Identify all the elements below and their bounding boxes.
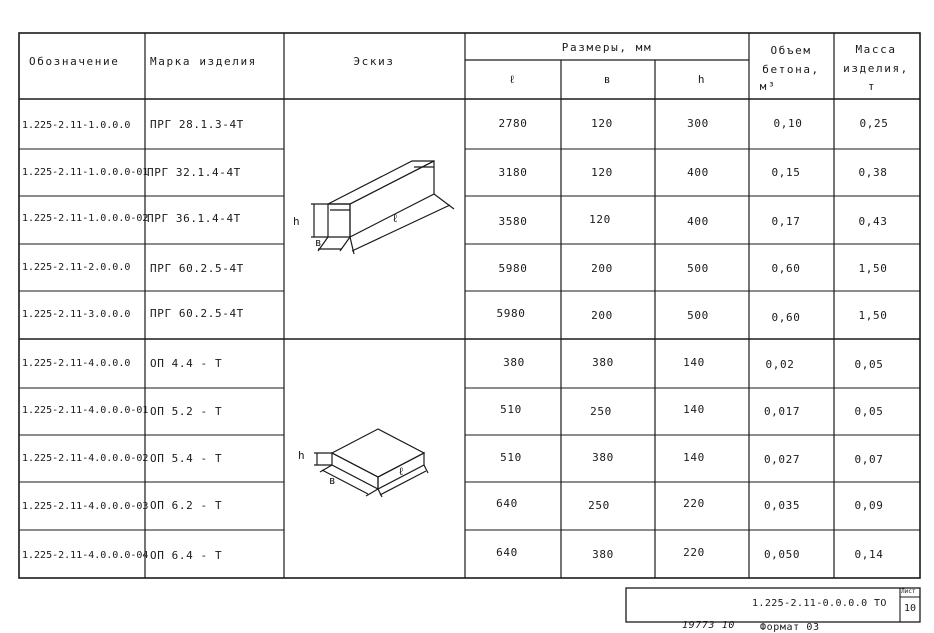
cell-mass: 1,50 [858,262,888,275]
cell-designation: 1.225-2.11-4.0.0.0 [22,358,131,369]
cell-h: 300 [687,117,709,130]
cell-h: 500 [687,309,709,322]
beam-sketch [284,99,465,339]
cell-brand: ПРГ 60.2.5-4Т [150,307,244,320]
header-volume-unit: м³ [759,80,777,93]
cell-designation: 1.225-2.11-3.0.0.0 [22,309,131,320]
cell-brand: ОП 4.4 - Т [150,357,223,370]
slab-b-label: в [329,474,337,487]
cell-b: 250 [588,499,610,512]
cell-b: 250 [590,405,612,418]
title-block-code: 1.225-2.11-0.0.0.0 ТО [752,598,887,609]
cell-h: 220 [683,546,705,559]
beam-l-label: ℓ [392,212,400,225]
cell-brand: ОП 6.4 - Т [150,549,223,562]
cell-b: 380 [592,356,614,369]
header-dimensions: Размеры, мм [561,41,653,54]
cell-mass: 0,14 [854,548,884,561]
cell-mass: 0,09 [854,499,884,512]
cell-designation: 1.225-2.11-4.0.0.0-02 [22,453,149,464]
cell-designation: 1.225-2.11-4.0.0.0-04 [22,550,149,561]
cell-volume: 0,17 [771,215,801,228]
slab-h-label: h [298,449,306,462]
cell-l: 510 [500,451,522,464]
cell-l: 510 [500,403,522,416]
cell-designation: 1.225-2.11-2.0.0.0 [22,262,131,273]
cell-l: 3580 [498,215,528,228]
cell-brand: ПРГ 36.1.4-4Т [147,212,241,225]
cell-l: 5980 [496,307,526,320]
header-volume-1: Объем [770,44,812,57]
header-dim-b: в [603,73,613,86]
cell-l: 640 [496,546,518,559]
cell-volume: 0,035 [763,499,801,512]
beam-b-label: в [315,236,323,249]
cell-volume: 0,027 [763,453,801,466]
header-volume-2: бетона, [762,63,820,76]
header-designation: Обозначение [29,55,120,68]
header-dim-h: h [697,73,707,86]
cell-h: 220 [683,497,705,510]
cell-volume: 0,02 [765,358,795,371]
title-block-sheet-number: 10 [904,603,917,614]
cell-h: 140 [683,403,705,416]
cell-b: 380 [592,451,614,464]
title-block-sheet-label: Лист [901,588,916,595]
slab-sketch [284,339,465,578]
cell-mass: 0,05 [854,405,884,418]
cell-brand: ПРГ 60.2.5-4Т [150,262,244,275]
cell-mass: 0,05 [854,358,884,371]
cell-h: 500 [687,262,709,275]
cell-b: 200 [591,262,613,275]
cell-designation: 1.225-2.11-1.0.0.0-02 [22,213,149,224]
cell-volume: 0,60 [771,311,801,324]
beam-h-label: h [293,215,301,228]
header-mass-unit: т [867,80,877,93]
cell-volume: 0,017 [763,405,801,418]
cell-designation: 1.225-2.11-4.0.0.0-01 [22,405,149,416]
cell-mass: 0,25 [859,117,889,130]
cell-designation: 1.225-2.11-1.0.0.0 [22,120,131,131]
cell-mass: 0,38 [858,166,888,179]
cell-l: 3180 [498,166,528,179]
cell-mass: 1,50 [858,309,888,322]
header-brand: Марка изделия [150,55,257,68]
cell-brand: ОП 5.2 - Т [150,405,223,418]
cell-h: 140 [683,451,705,464]
cell-b: 200 [591,309,613,322]
cell-h: 140 [683,356,705,369]
cell-b: 380 [592,548,614,561]
header-dim-l: ℓ [508,73,518,86]
cell-volume: 0,60 [771,262,801,275]
cell-l: 640 [496,497,518,510]
header-sketch: Эскиз [353,55,395,68]
cell-mass: 0,43 [858,215,888,228]
cell-l: 380 [503,356,525,369]
cell-designation: 1.225-2.11-4.0.0.0-03 [22,501,149,512]
cell-mass: 0,07 [854,453,884,466]
header-mass-2: изделия, [843,62,909,75]
slab-l-label: ℓ [398,465,406,478]
header-mass-1: Масса [855,43,897,56]
cell-brand: ОП 6.2 - Т [150,499,223,512]
cell-b: 120 [591,117,613,130]
cell-b: 120 [591,166,613,179]
footer-format: Формат 03 [760,622,820,633]
cell-l: 5980 [498,262,528,275]
cell-brand: ПРГ 32.1.4-4Т [147,166,241,179]
cell-b: 120 [589,213,611,226]
cell-l: 2780 [498,117,528,130]
cell-volume: 0,15 [771,166,801,179]
cell-brand: ОП 5.4 - Т [150,452,223,465]
cell-h: 400 [687,215,709,228]
footer-number: 19773 10 [682,620,735,631]
cell-volume: 0,050 [763,548,801,561]
cell-designation: 1.225-2.11-1.0.0.0-01 [22,167,149,178]
cell-brand: ПРГ 28.1.3-4Т [150,118,244,131]
cell-h: 400 [687,166,709,179]
cell-volume: 0,10 [773,117,803,130]
